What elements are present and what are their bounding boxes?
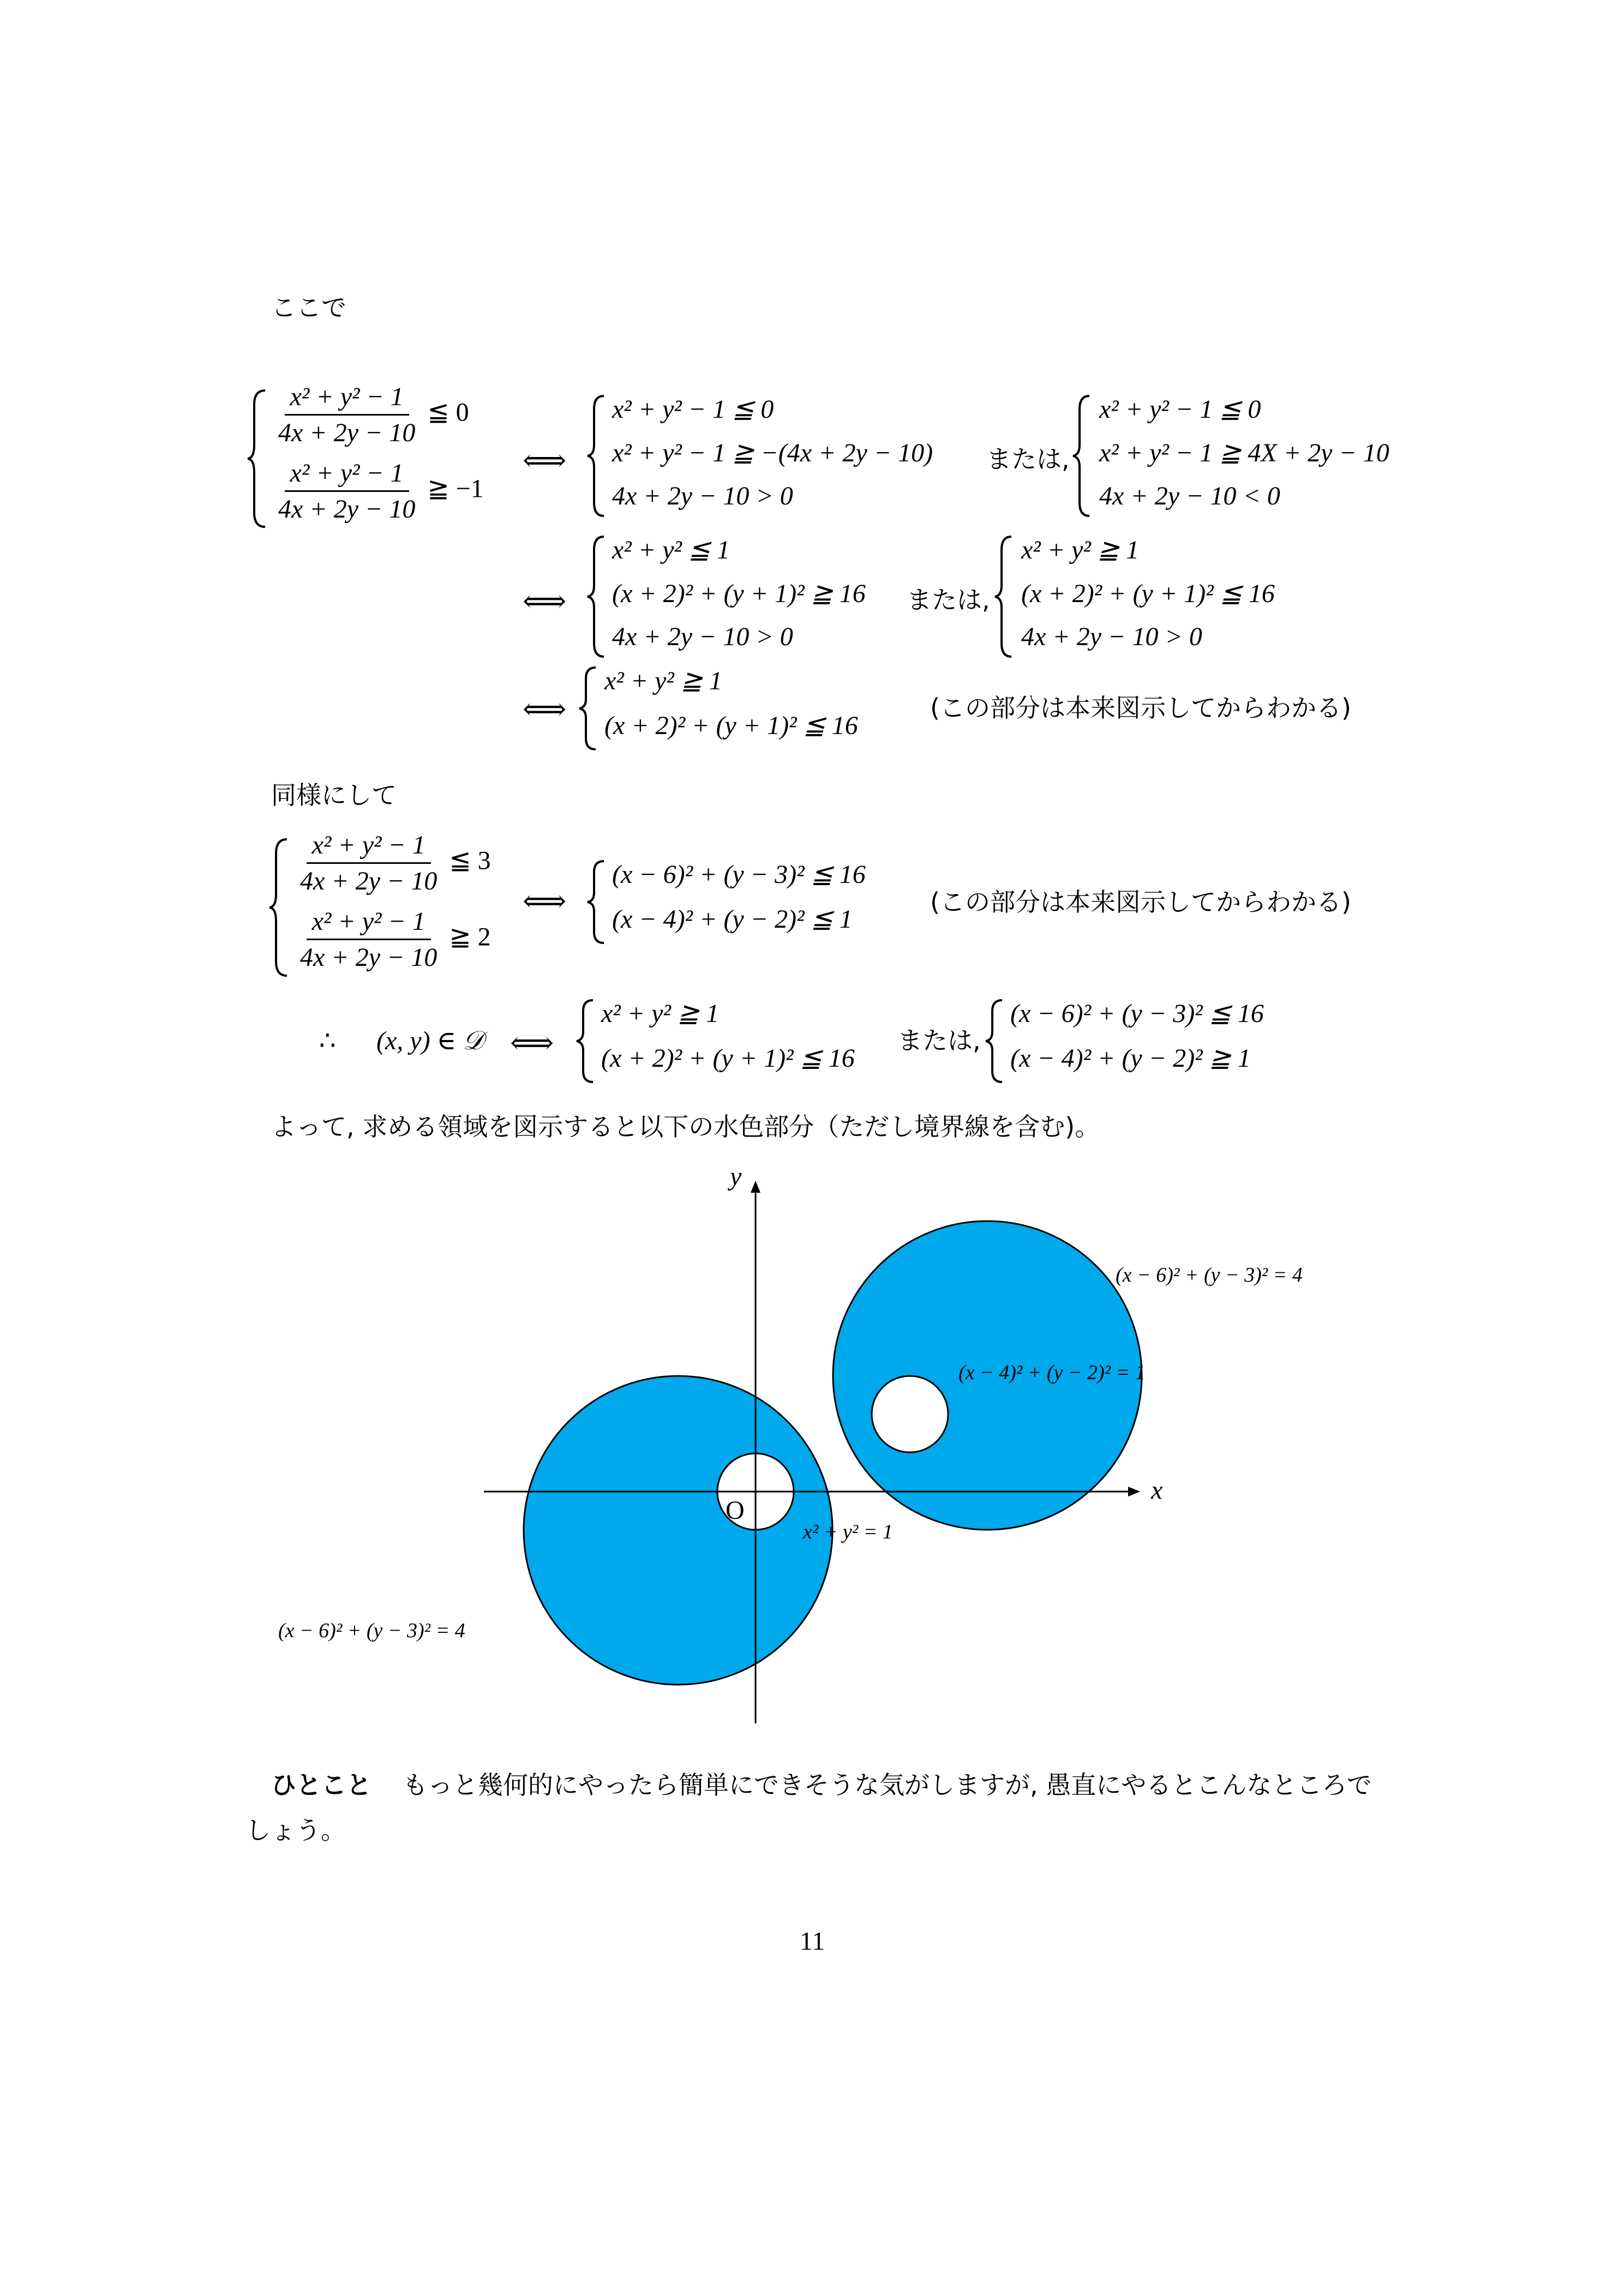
or-text-1: または, [986,444,1070,474]
sys1-b-line3: 4x + 2y − 10 < 0 [1099,482,1280,510]
sys2-a-line3: 4x + 2y − 10 > 0 [612,622,793,651]
sys4-lhs-row1: $\frac{\text{x² + y² − 1}}{4x + 2y - 10}$ ≦ 3 [300,831,491,895]
conc-b-line1: (x − 6)² + (y − 3)² ≦ 16 [1010,999,1264,1028]
big-circle-left [524,1376,832,1685]
conclusion-lhs: (x, y) ∈ 𝒟 [376,1026,484,1055]
sys3-a-line1: x² + y² ≧ 1 [604,666,722,695]
sys4-a-line2: (x − 4)² + (y − 2)² ≦ 1 [612,905,853,934]
label-small-circle-right: (x − 4)² + (y − 2)² = 1 [958,1361,1146,1384]
iff-symbol-1: ⟺ [523,444,567,478]
y-axis-label: y [730,1162,742,1191]
label-small-circle-left: x² + y² = 1 [803,1520,893,1543]
remark-line2: しょう。 [245,1816,346,1845]
iff-symbol-5: ⟺ [510,1026,554,1060]
sys2-a-line1: x² + y² ≦ 1 [612,536,730,564]
page-number: 11 [800,1927,825,1956]
filled-region [524,1221,1142,1685]
sys2-b-line2: (x + 2)² + (y + 1)² ≦ 16 [1021,579,1275,608]
note-text-1: (この部分は本来図示してからわかる) [930,693,1351,723]
remark-line1: もっと幾何的にやったら簡単にできそうな気がしますが, 愚直にやるとこんなところで [403,1770,1372,1800]
x-axis-label: x [1151,1476,1163,1505]
sys2-b-line3: 4x + 2y − 10 > 0 [1021,622,1202,651]
sys1-a-line1: x² + y² − 1 ≦ 0 [612,395,774,424]
sys1-lhs-row1: $\frac{\text{x² + y² − 1}}{4x + 2y - 10}$ ≦ 0 [278,382,469,447]
similar-text: 同様にして [271,780,397,810]
sys2-b-line1: x² + y² ≧ 1 [1021,536,1139,564]
remark-title: ひとこと [271,1770,371,1800]
iff-symbol-4: ⟺ [523,885,567,918]
sys3-a-line2: (x + 2)² + (y + 1)² ≦ 16 [604,711,858,740]
iff-symbol-2: ⟺ [523,585,567,618]
conc-a-line2: (x + 2)² + (y + 1)² ≦ 16 [601,1044,855,1073]
intro-text: ここで [271,293,346,322]
or-text-2: または, [907,585,990,615]
iff-symbol-3: ⟺ [523,693,567,726]
sys1-b-line1: x² + y² − 1 ≦ 0 [1099,395,1261,424]
x-axis-arrow [1128,1487,1140,1496]
therefore-symbol: ∴ [319,1026,336,1055]
note-text-2: (この部分は本来図示してからわかる) [930,887,1351,917]
origin-label: O [726,1496,745,1525]
sys1-lhs-row2: $\frac{\text{x² + y² − 1}}{4x + 2y - 10}$ ≧ −1 [278,459,484,524]
sys4-a-line1: (x − 6)² + (y − 3)² ≦ 16 [612,860,866,889]
sys1-b-line2: x² + y² − 1 ≧ 4X + 2y − 10 [1099,438,1389,467]
result-text: よって, 求める領域を図示すると以下の水色部分（ただし境界線を含む)。 [271,1112,1100,1141]
y-axis-arrow [751,1181,760,1193]
sys4-lhs-row2: $\frac{\text{x² + y² − 1}}{4x + 2y - 10}$ ≧ 2 [300,907,491,972]
label-big-circle-right: (x − 6)² + (y − 3)² = 4 [1116,1264,1303,1287]
sys1-a-line2: x² + y² − 1 ≧ −(4x + 2y − 10) [612,438,933,467]
conc-a-line1: x² + y² ≧ 1 [601,999,719,1028]
sys2-a-line2: (x + 2)² + (y + 1)² ≧ 16 [612,579,866,608]
label-big-circle-left: (x − 6)² + (y − 3)² = 4 [278,1619,465,1642]
or-text-3: または, [897,1026,981,1055]
conc-b-line2: (x − 4)² + (y − 2)² ≧ 1 [1010,1044,1251,1073]
sys1-a-line3: 4x + 2y − 10 > 0 [612,482,793,510]
